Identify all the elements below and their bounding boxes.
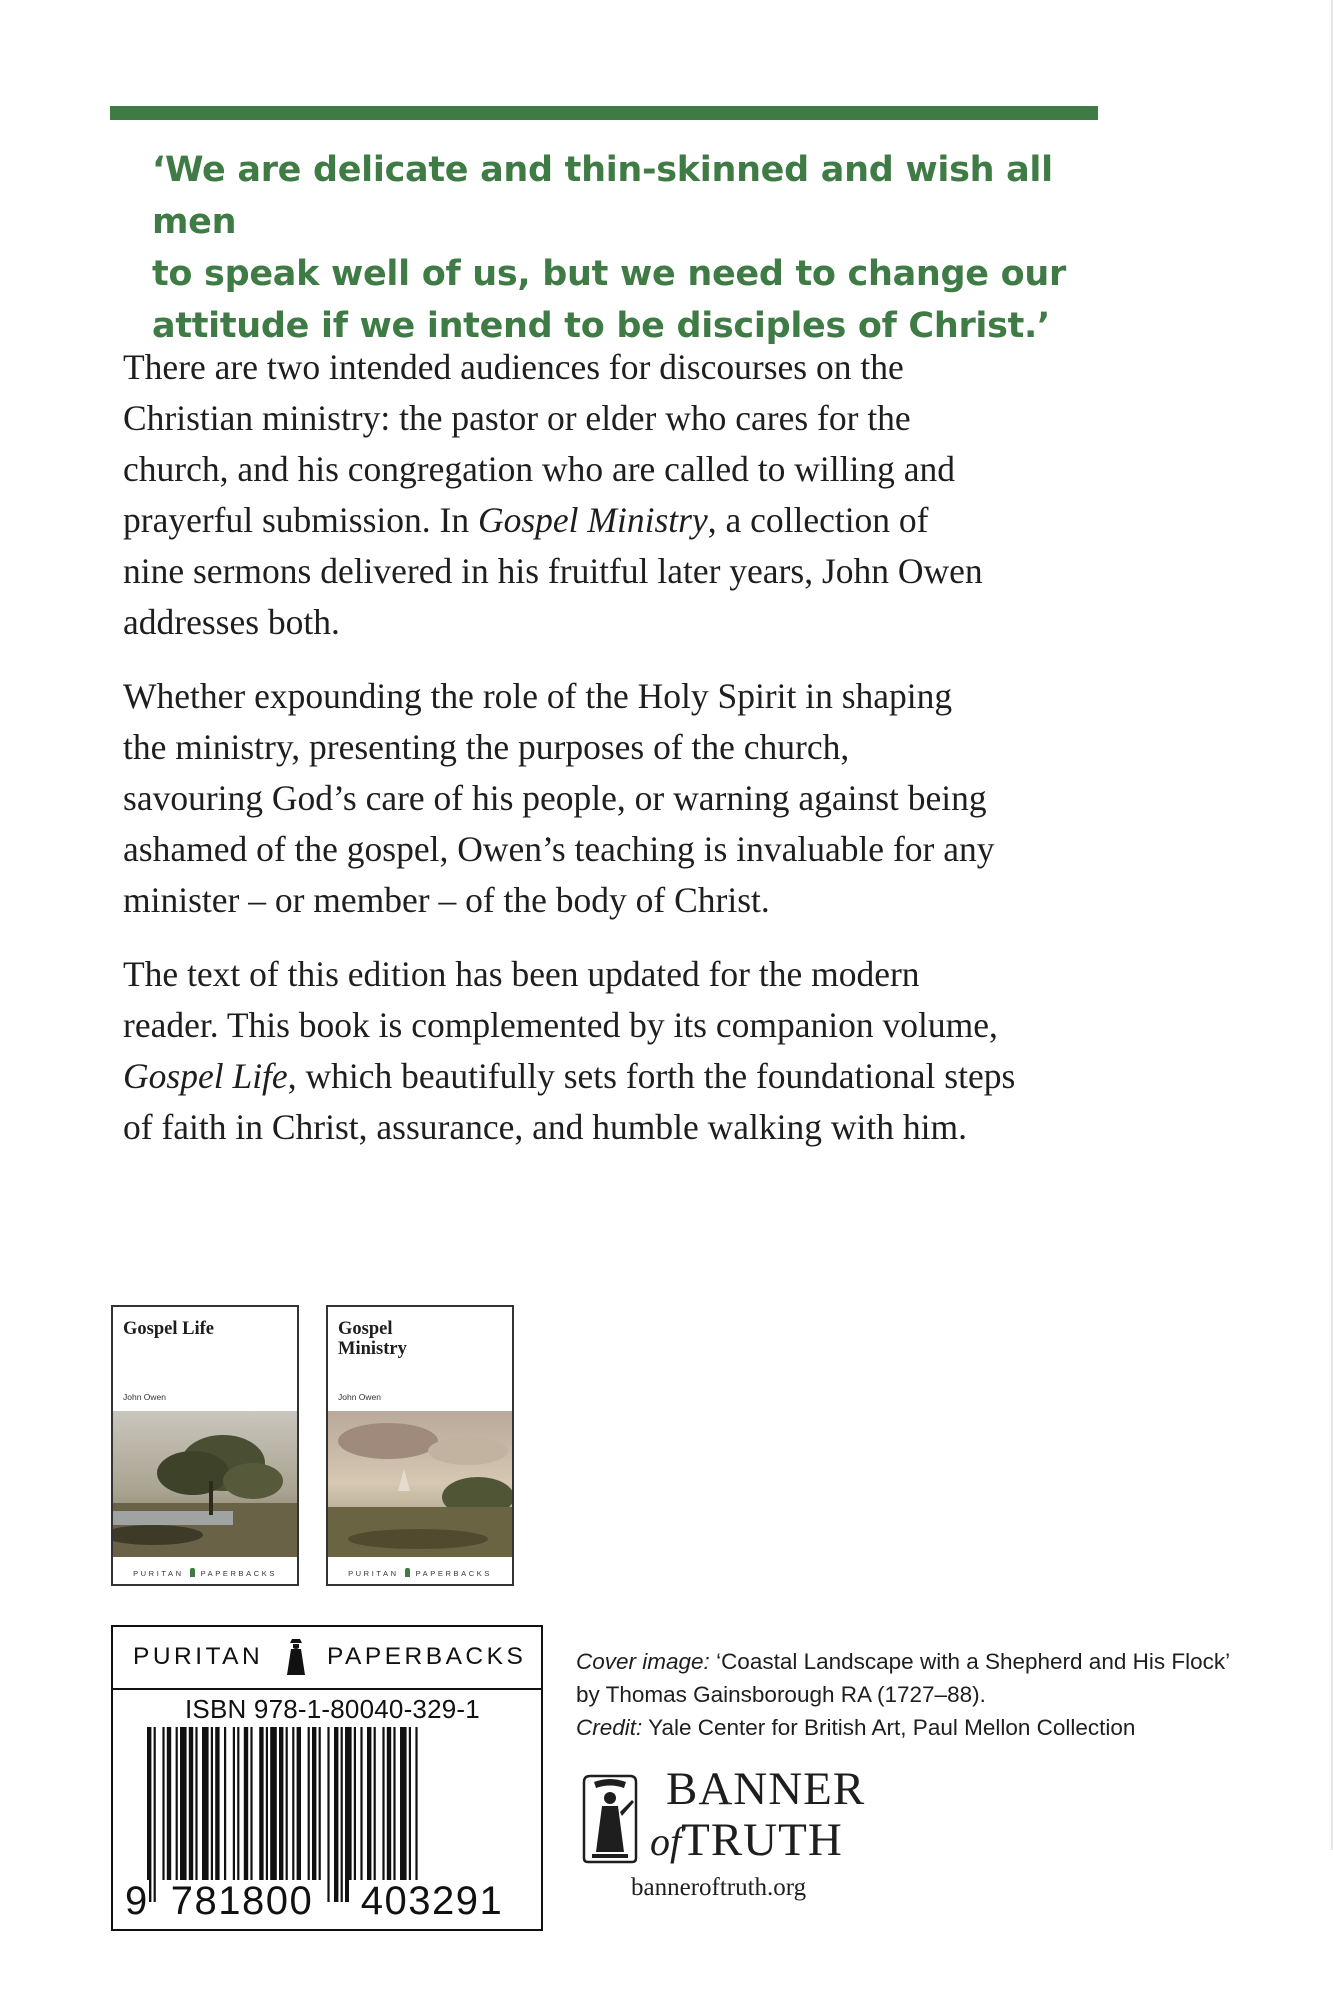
cover-thumbnail-gospel-life [111,1305,299,1586]
ean-left-digits: 781800 [159,1880,325,1922]
thumbnail-author: John Owen [123,1392,166,1402]
barcode-bar [233,1727,235,1902]
barcode-bar [279,1727,283,1902]
publisher-name-line2: ofTRUTH [650,1814,843,1866]
barcode-bars [143,1727,523,1902]
barcode-bar [367,1727,371,1902]
barcode-bar [250,1727,252,1902]
cover-image-credit: Cover image: ‘Coastal Landscape with a Shepherd and His Flock’ by Thomas Gainsborough RA (1727–88). [576,1649,1230,1707]
barcode-bar [400,1727,407,1902]
barcode-bar [415,1727,417,1902]
collection-credit: Credit: Yale Center for British Art, Paul Mellon Collection [576,1715,1136,1740]
barcode-bar [266,1727,268,1902]
barcode-bar [360,1727,362,1902]
barcode-bar [374,1727,376,1902]
barcode-bar [270,1727,277,1902]
description-paragraph-1: There are two intended audiences for discourses on the Christian ministry: the pastor or elder who cares for the church, and his congregation who are called to willing and prayerful submission. In Gospel Ministry, a collection of nine sermons delivered in his fruitful later years, John Owen addresses both. [123,347,983,642]
accent-bar [110,106,1098,120]
barcode-bar [327,1727,329,1902]
barcode-bar [176,1727,178,1902]
barcode-bar [354,1727,356,1902]
isbn-barcode-block [111,1625,543,1931]
thumbnail-series: PURITAN PAPERBACKS [133,1569,277,1578]
barcode-bar [237,1727,239,1902]
series-name-row [113,1627,541,1690]
barcode-bar [189,1727,193,1902]
barcode-bar [211,1727,213,1902]
thumbnail-author: John Owen [338,1392,381,1402]
isbn-number: ISBN 978-1-80040-329-1 [185,1694,480,1724]
barcode-bar [393,1727,395,1902]
ean-first-digit: 9 [125,1879,148,1923]
thumbnail-title: Gospel Ministry [338,1319,407,1359]
barcode-bar [345,1727,352,1902]
thumbnail-series: PURITAN PAPERBACKS [348,1569,492,1578]
barcode-bar [244,1727,248,1902]
barcode-bar [341,1727,343,1902]
barcode-bar [312,1727,316,1902]
barcode-bar [308,1727,310,1902]
cover-thumbnail-gospel-ministry [326,1305,514,1586]
pull-quote: ‘We are delicate and thin-skinned and wish all men to speak well of us, but we need to change our attitude if we intend to be disciples of Christ.’ [152,150,1066,346]
publisher-website: banneroftruth.org [631,1874,807,1901]
barcode-bar [162,1727,164,1902]
landscape-painting [113,1411,297,1557]
barcode-bar [286,1727,288,1902]
banner-of-truth-emblem-icon [580,1772,640,1866]
barcode-bar [154,1727,156,1902]
series-word-left: PURITAN [133,1643,264,1670]
image-credits [576,1645,1236,1744]
barcode-bar [224,1727,226,1902]
puritan-figure-icon [285,1637,307,1677]
ean-right-digits: 403291 [349,1880,515,1922]
barcode-bar [297,1727,301,1902]
barcode-bar [382,1727,384,1902]
description-paragraph-3: The text of this edition has been updated for the modern reader. This book is complemented by its companion volume, Gospel Life, which beautifully sets forth the foundational steps of faith in Christ, assurance, and humble walking with him. [123,954,1016,1147]
barcode-bar [409,1727,411,1902]
barcode-bar [147,1727,151,1902]
series-word-right: PAPERBACKS [327,1643,527,1670]
thumbnail-title: Gospel Life [123,1319,214,1339]
barcode-bar [167,1727,171,1902]
barcode-bar [180,1727,187,1902]
barcode-bar [319,1727,321,1902]
barcode-bar [292,1727,294,1902]
book-description [123,342,1113,1176]
figure-icon [190,1568,195,1577]
barcode-bar [334,1727,338,1902]
book-title-ref: Gospel Ministry [477,500,708,540]
barcode-bar [195,1727,197,1902]
companion-title-ref: Gospel Life [123,1056,288,1096]
description-paragraph-2: Whether expounding the role of the Holy Spirit in shaping the ministry, presenting the purposes of the church, savouring God’s care of his people, or warning against being ashamed of the gospel, Owen’s teaching is invaluable for any minister – or member – of the body of Christ. [123,676,995,920]
barcode-bar [202,1727,209,1902]
publisher-name-line1: BANNER [666,1763,866,1815]
landscape-painting [328,1411,512,1557]
barcode-bar [259,1727,263,1902]
figure-icon [405,1568,410,1577]
barcode-bar [387,1727,391,1902]
barcode-bar [215,1727,219,1902]
